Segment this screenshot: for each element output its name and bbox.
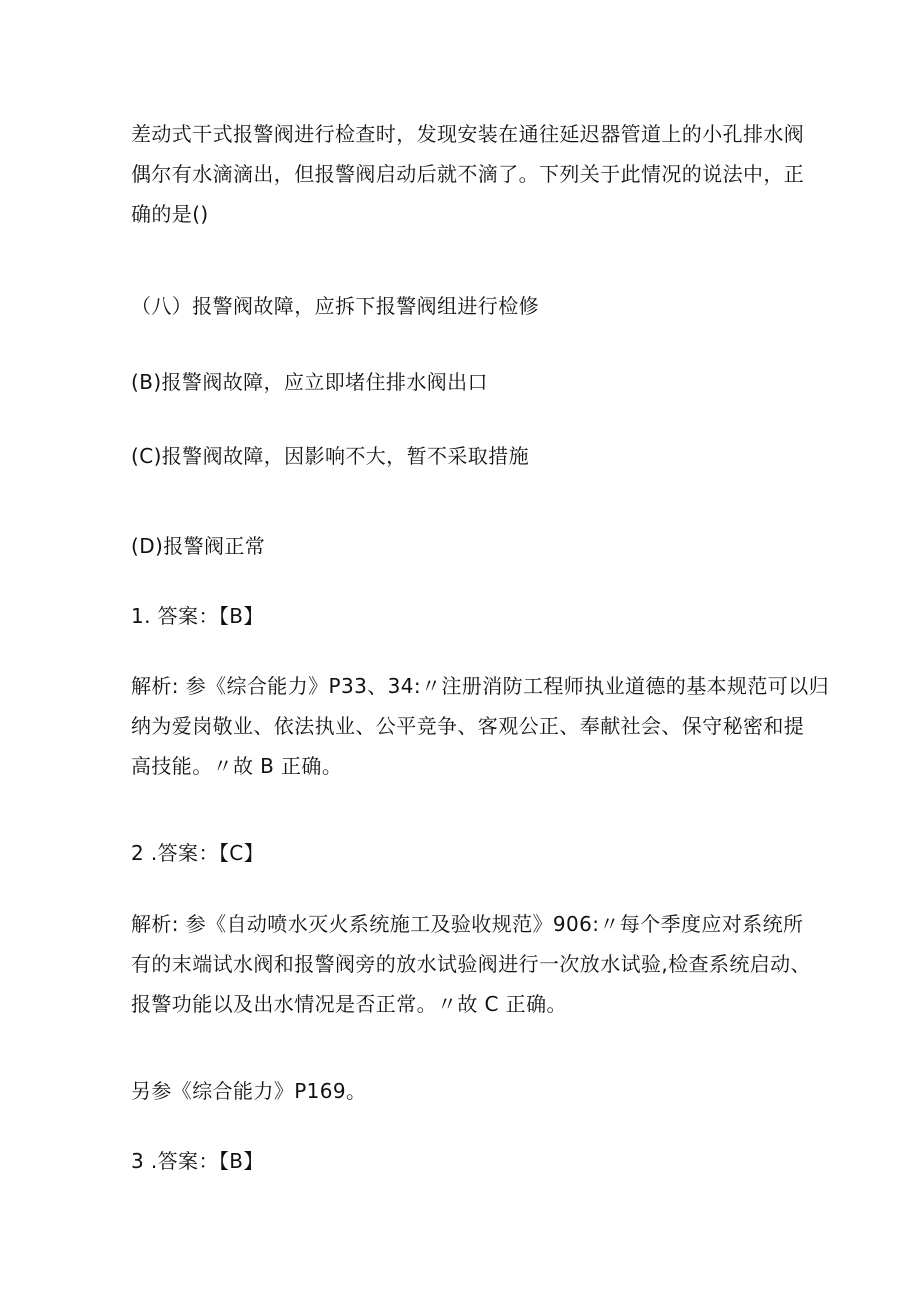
question-line-2: 偶尔有水滴滴出，但报警阀启动后就不滴了。下列关于此情况的说法中，正 <box>131 162 805 186</box>
answer-1-heading: 1. 答案：【B】 <box>131 604 264 628</box>
answer-1-analysis <box>131 666 829 786</box>
option-d: (D)报警阀正常 <box>131 534 266 558</box>
answer-1-analysis-line-3: 高技能。〃故 B 正确。 <box>131 754 343 778</box>
option-b: (B)报警阀故障，应立即堵住排水阀出口 <box>131 370 488 394</box>
answer-1-analysis-line-1: 解析: 参《综合能力》P33、34:〃注册消防工程师执业道德的基本规范可以归 <box>131 674 829 698</box>
question-line-1: 差动式干式报警阀进行检查时，发现安装在通往延迟器管道上的小孔排水阀 <box>131 122 805 146</box>
option-a: （八）报警阀故障，应拆下报警阀组进行检修 <box>131 294 539 318</box>
answer-2-analysis-line-2: 有的末端试水阀和报警阀旁的放水试验阀进行一次放水试验,检查系统启动、 <box>131 952 811 976</box>
answer-1-analysis-line-2: 纳为爱岗敬业、依法执业、公平竞争、客观公正、奉献社会、保守秘密和提 <box>131 714 805 738</box>
answer-2-analysis-line-1: 解析: 参《自动喷水灭火系统施工及验收规范》906:〃每个季度应对系统所 <box>131 912 804 936</box>
question-line-3: 确的是() <box>131 202 209 226</box>
answer-2-analysis <box>131 904 811 1024</box>
answer-2-analysis-line-3: 报警功能以及出水情况是否正常。〃故 C 正确。 <box>131 992 567 1016</box>
answer-2-extra: 另参《综合能力》P169。 <box>131 1079 367 1103</box>
option-c: (C)报警阀故障，因影响不大，暂不采取措施 <box>131 444 529 468</box>
answer-3-heading: 3 .答案：【B】 <box>131 1149 264 1173</box>
answer-2-heading: 2 .答案：【C】 <box>131 841 265 865</box>
question-text <box>131 114 805 234</box>
